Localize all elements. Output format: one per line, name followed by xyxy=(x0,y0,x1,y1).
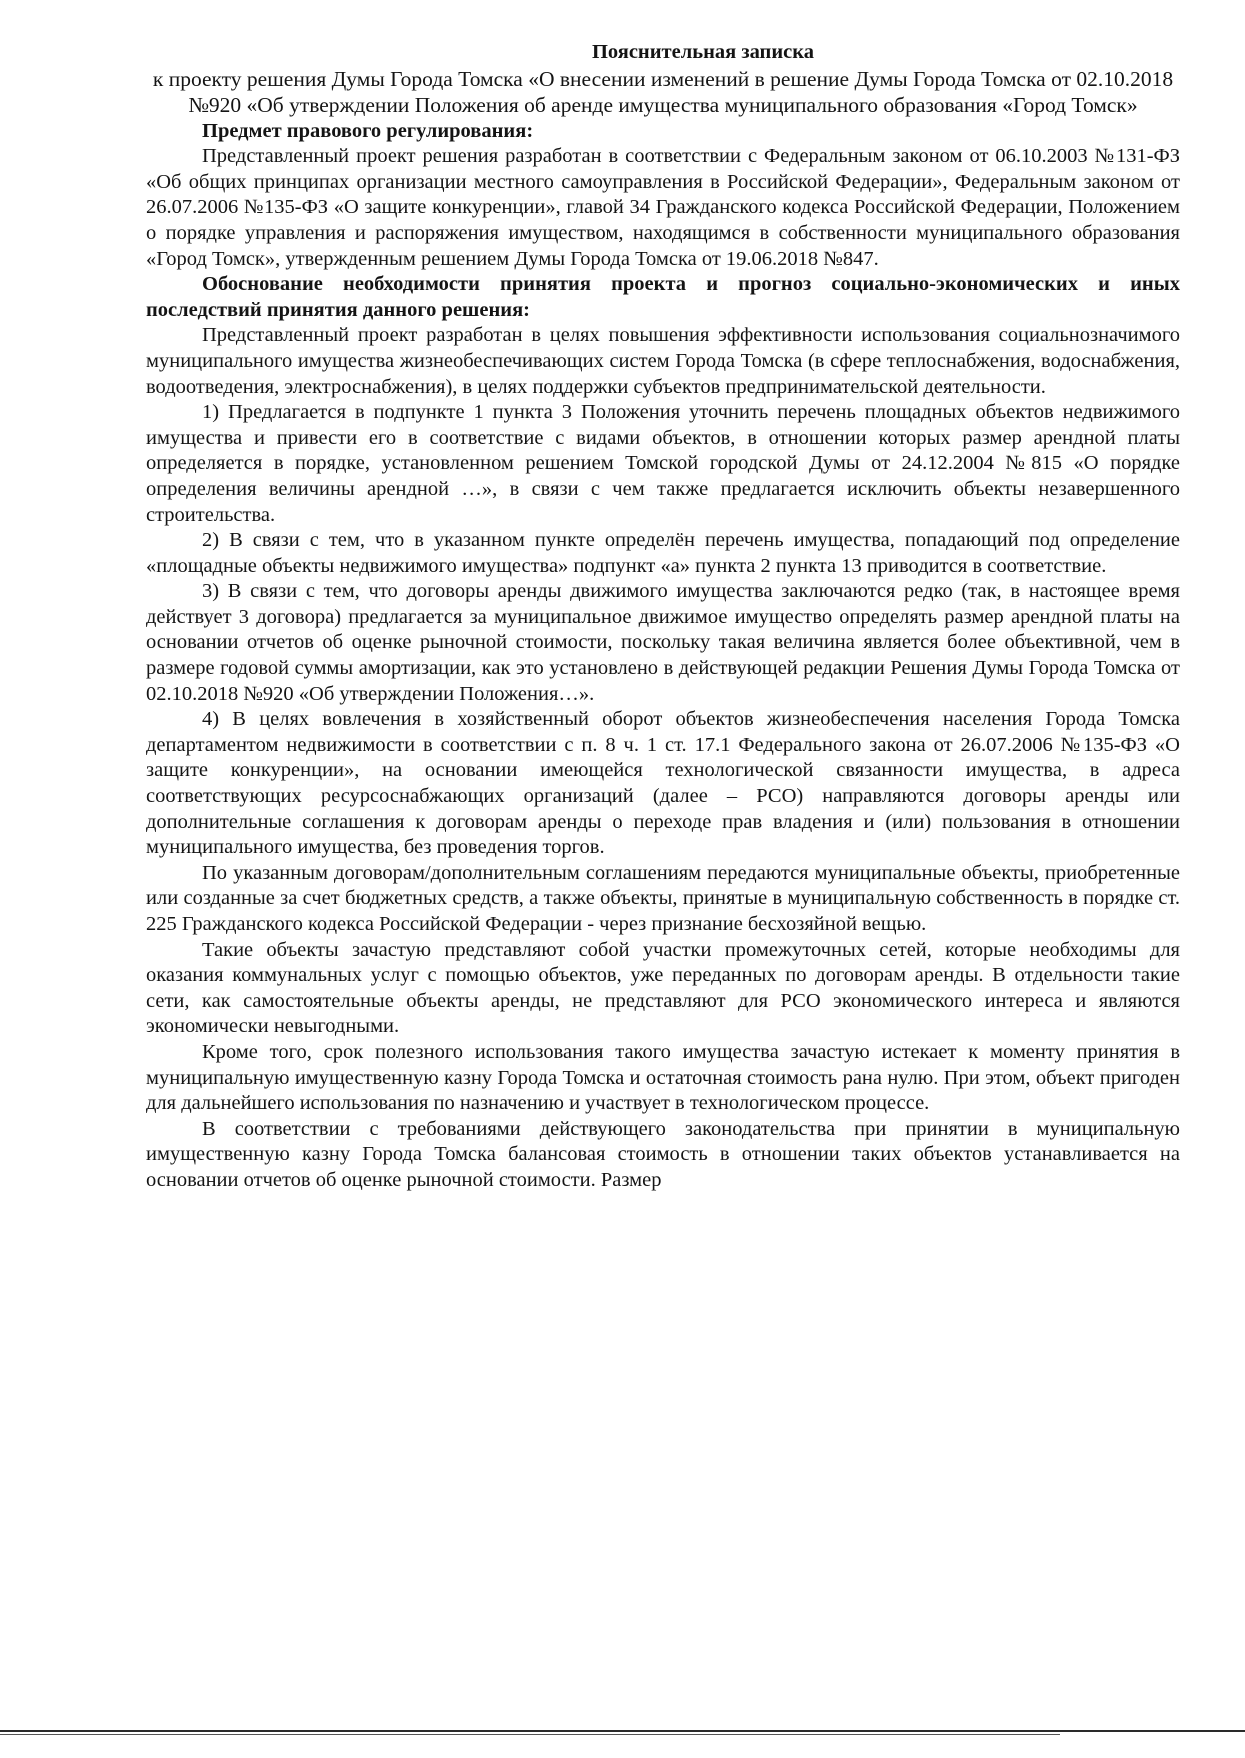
paragraph-purpose: Представленный проект разработан в целях повышения эффективности использования социальнозначимого муниципального имущества жизнеобеспечивающих систем Города Томска (в сфере теплоснабжения, водоснабжения, водоотведения, электроснабжения), в целях поддержки субъектов предпринимательской деятельности. xyxy=(146,324,1180,398)
paragraph-useful-life: Кроме того, срок полезного использования такого имущества зачастую истекает к моменту принятия в муниципальную имущественную казну Города Томска и остаточная стоимость рана нулю. При этом, объект пригоден для дальнейшего использования по назначению и участвует в технологическом процессе. xyxy=(146,1040,1180,1115)
paragraph-item-4: 4) В целях вовлечения в хозяйственный оборот объектов жизнеобеспечения населения Города Томска департаментом недвижимости в соответствии с п. 8 ч. 1 ст. 17.1 Федерального закона от 26.07.2006 №135-ФЗ «О защите конкуренции», на основании имеющейся технологической связанности имущества, в адреса соответствующих ресурсоснабжающих организаций (далее – РСО) направляются договоры аренды или дополнительные соглашения к договорам аренды о переходе прав владения и (или) пользования в отношении муниципального имущества, без проведения торгов. xyxy=(146,708,1180,859)
document-subtitle: к проекту решения Думы Города Томска «О внесении изменений в решение Думы Города Томска от 02.10.2018 №920 «Об утверждении Положения об аренде имущества муниципального образования «Город Томск» xyxy=(152,66,1174,118)
document-title: Пояснительная записка xyxy=(591,41,815,63)
page-bottom-shadow xyxy=(0,1734,1060,1735)
page-bottom-edge xyxy=(0,1730,1245,1732)
paragraph-networks: Такие объекты зачастую представляют собой участки промежуточных сетей, которые необходимы для оказания коммунальных услуг с помощью объектов, уже переданных по договорам аренды. В отдельности такие сети, как самостоятельные объекты аренды, не представляют для РСО экономического интереса и являются экономически невыгодными. xyxy=(146,938,1180,1038)
section1-paragraph: Представленный проект решения разработан в соответствии с Федеральным законом от 06.10.2003 №131-ФЗ «Об общих принципах организации местного самоуправления в Российской Федерации», Федеральным законом от 26.07.2006 №135-ФЗ «О защите конкуренции», главой 34 Гражданского кодекса Российской Федерации, Положением о порядке управления и распоряжения имуществом, находящимся в собственности муниципального образования «Город Томск», утвержденным решением Думы Города Томска от 19.06.2018 №847. xyxy=(146,145,1180,270)
paragraph-valuation: В соответствии с требованиями действующего законодательства при принятии в муниципальную имущественную казну Города Томска балансовая стоимость в отношении таких объектов устанавливается на основании отчетов об оценке рыночной стоимости. Размер xyxy=(146,1117,1180,1191)
section1-heading: Предмет правового регулирования: xyxy=(202,119,534,142)
paragraph-transfer: По указанным договорам/дополнительным соглашениям передаются муниципальные объекты, приобретенные или созданные за счет бюджетных средств, а также объекты, принятые в муниципальную собственность в порядке ст. 225 Гражданского кодекса Российской Федерации - через признание бесхозяйной вещью. xyxy=(146,861,1180,935)
section2-heading: Обоснование необходимости принятия проекта и прогноз социально-экономических и иных последствий принятия данного решения: xyxy=(146,273,1180,321)
paragraph-item-3: 3) В связи с тем, что договоры аренды движимого имущества заключаются редко (так, в настоящее время действует 3 договора) предлагается за муниципальное движимое имущество определять размер арендной платы на основании отчетов об оценке рыночной стоимости, поскольку такая величина является более объективной, чем в размере годовой суммы амортизации, как это установлено в действующей редакции Решения Думы Города Томска от 02.10.2018 №920 «Об утверждении Положения…». xyxy=(146,580,1180,705)
paragraph-item-2: 2) В связи с тем, что в указанном пункте определён перечень имущества, попадающий под определение «площадные объекты недвижимого имущества» подпункт «а» пункта 2 пункта 13 приводится в соответствие. xyxy=(146,529,1180,577)
paragraph-item-1: 1) Предлагается в подпункте 1 пункта 3 Положения уточнить перечень площадных объектов недвижимого имущества и привести его в соответствие с видами объектов, в отношении которых размер арендной платы определяется в порядке, установленном решением Томской городской Думы от 24.12.2004 №815 «О порядке определения величины арендной …», в связи с чем также предлагается исключить объекты незавершенного строительства. xyxy=(146,401,1180,526)
document-page xyxy=(146,40,1180,1194)
